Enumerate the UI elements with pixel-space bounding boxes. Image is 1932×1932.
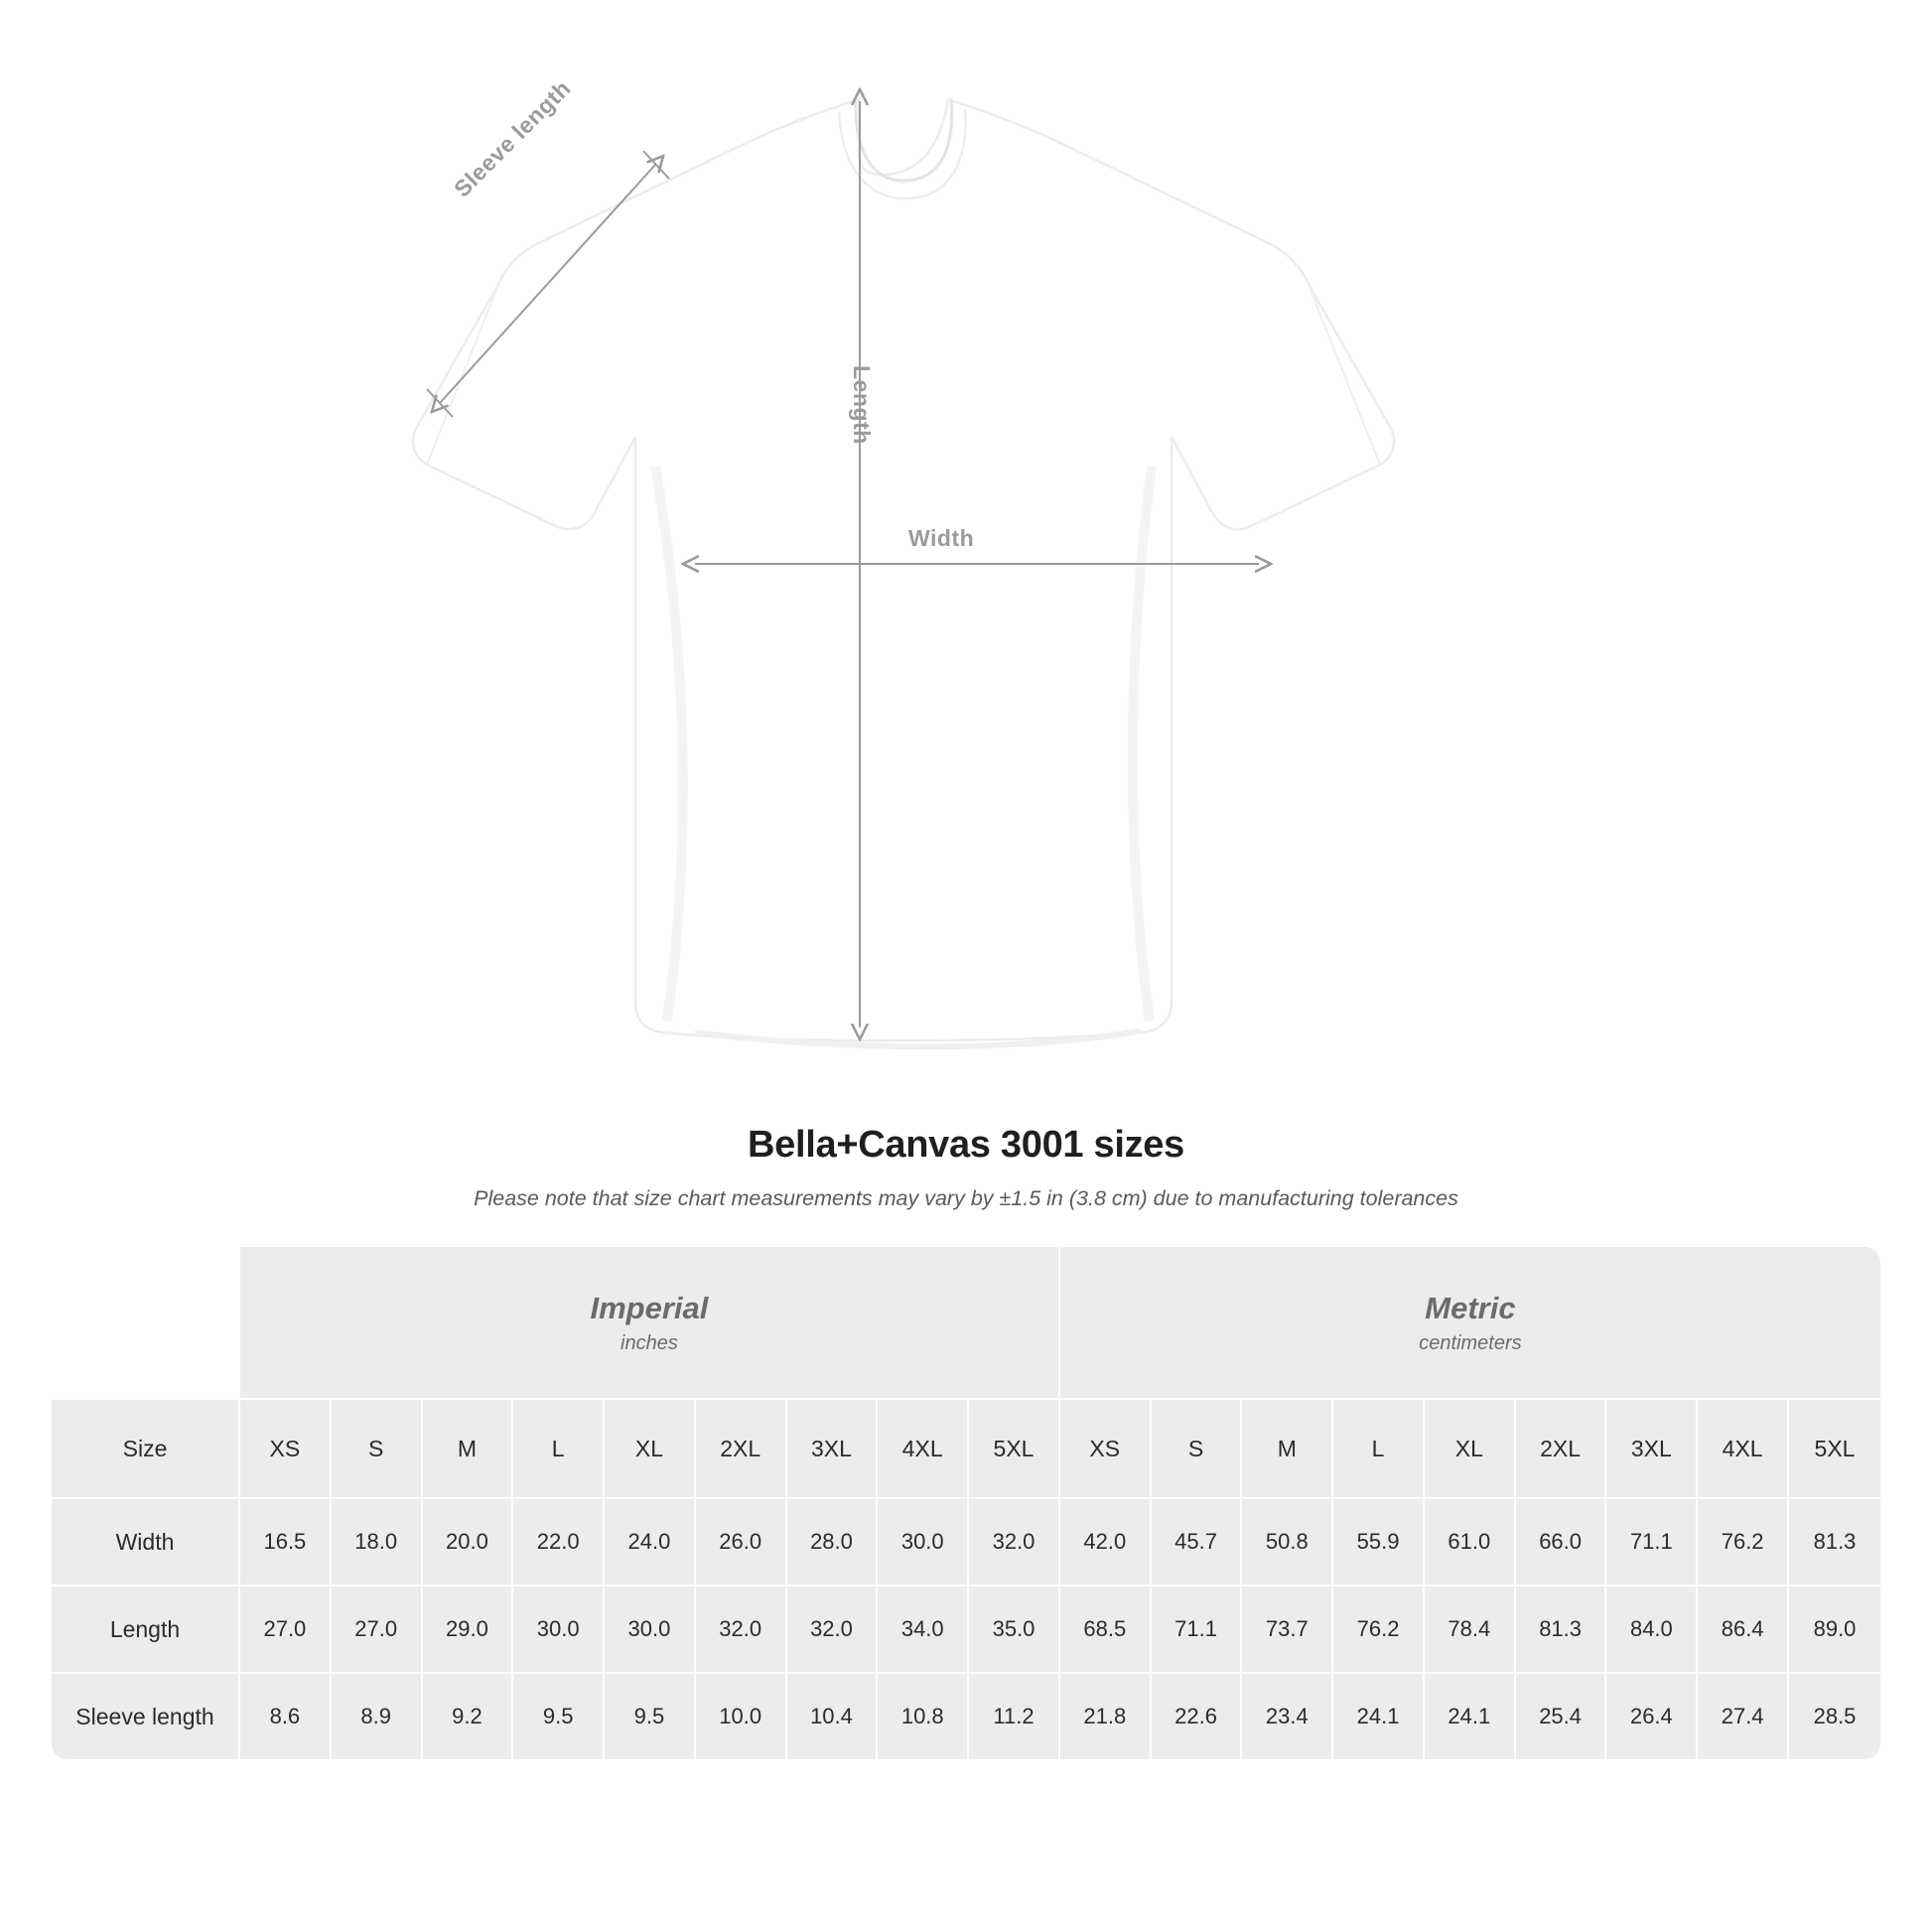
table-cell: 9.5 [605, 1674, 696, 1759]
table-cell: 32.0 [696, 1587, 787, 1674]
table-cell: 32.0 [787, 1587, 879, 1674]
table-cell: 20.0 [423, 1499, 514, 1587]
size-header-cell: XL [605, 1400, 696, 1499]
table-row [52, 1674, 1880, 1759]
table-cell: 28.0 [787, 1499, 879, 1587]
table-row [52, 1499, 1880, 1587]
table-cell: 76.2 [1333, 1587, 1425, 1674]
unit-system-imperial-sub: inches [621, 1331, 678, 1354]
table-cell: 34.0 [878, 1587, 969, 1674]
unit-system-metric [1060, 1247, 1880, 1400]
table-cell: 73.7 [1242, 1587, 1333, 1674]
table-cell: 8.6 [240, 1674, 332, 1759]
unit-system-imperial-name: Imperial [590, 1291, 709, 1326]
table-cell: 30.0 [513, 1587, 605, 1674]
size-header-cell: M [423, 1400, 514, 1499]
table-cell: 11.2 [969, 1674, 1060, 1759]
table-cell: 29.0 [423, 1587, 514, 1674]
table-cell: 76.2 [1698, 1499, 1789, 1587]
table-cell: 68.5 [1060, 1587, 1152, 1674]
size-header-cell: 3XL [787, 1400, 879, 1499]
table-cell: 30.0 [605, 1587, 696, 1674]
table-cell: 27.4 [1698, 1674, 1789, 1759]
size-header-cell: 2XL [1516, 1400, 1607, 1499]
size-header-cell: 4XL [878, 1400, 969, 1499]
table-cell: 22.6 [1152, 1674, 1243, 1759]
size-header-cell: L [513, 1400, 605, 1499]
table-cell: 10.0 [696, 1674, 787, 1759]
size-header-cell: M [1242, 1400, 1333, 1499]
table-cell: 9.2 [423, 1674, 514, 1759]
table-cell: 89.0 [1789, 1587, 1880, 1674]
table-cell: 55.9 [1333, 1499, 1425, 1587]
size-header-cell: 5XL [969, 1400, 1060, 1499]
row-label-length: Length [52, 1587, 240, 1674]
table-cell: 42.0 [1060, 1499, 1152, 1587]
table-cell: 45.7 [1152, 1499, 1243, 1587]
table-cell: 35.0 [969, 1587, 1060, 1674]
unit-system-row [52, 1247, 1880, 1400]
unit-system-metric-name: Metric [1425, 1291, 1516, 1326]
size-header-row [52, 1400, 1880, 1499]
table-cell: 10.4 [787, 1674, 879, 1759]
table-cell: 26.4 [1606, 1674, 1698, 1759]
table-cell: 21.8 [1060, 1674, 1152, 1759]
size-chart-table-wrapper [52, 1247, 1880, 1759]
size-header-cell: L [1333, 1400, 1425, 1499]
tshirt-shape [413, 99, 1394, 1046]
table-cell: 71.1 [1606, 1499, 1698, 1587]
size-header-cell: 5XL [1789, 1400, 1880, 1499]
table-cell: 71.1 [1152, 1587, 1243, 1674]
table-cell: 26.0 [696, 1499, 787, 1587]
table-cell: 22.0 [513, 1499, 605, 1587]
size-header-cell: S [1152, 1400, 1243, 1499]
unit-system-metric-sub: centimeters [1419, 1331, 1522, 1354]
table-cell: 28.5 [1789, 1674, 1880, 1759]
size-header-cell: XS [1060, 1400, 1152, 1499]
table-cell: 27.0 [240, 1587, 332, 1674]
tolerance-note: Please note that size chart measurements may vary by ±1.5 in (3.8 cm) due to manufacturing tolerances [474, 1186, 1458, 1210]
size-header-cell: 2XL [696, 1400, 787, 1499]
table-cell: 78.4 [1425, 1587, 1516, 1674]
size-header-cell: S [332, 1400, 423, 1499]
size-header-cell: XS [240, 1400, 332, 1499]
chart-heading [0, 1124, 1932, 1211]
table-cell: 10.8 [878, 1674, 969, 1759]
table-cell: 16.5 [240, 1499, 332, 1587]
table-cell: 86.4 [1698, 1587, 1789, 1674]
table-cell: 66.0 [1516, 1499, 1607, 1587]
table-cell: 23.4 [1242, 1674, 1333, 1759]
table-cell: 27.0 [332, 1587, 423, 1674]
table-cell: 24.1 [1425, 1674, 1516, 1759]
table-cell: 81.3 [1789, 1499, 1880, 1587]
row-label-sleeve-length: Sleeve length [52, 1674, 240, 1759]
table-cell: 30.0 [878, 1499, 969, 1587]
table-cell: 24.1 [1333, 1674, 1425, 1759]
size-chart-table [52, 1247, 1880, 1759]
table-cell: 50.8 [1242, 1499, 1333, 1587]
size-header-cell: 4XL [1698, 1400, 1789, 1499]
size-header-cell: 3XL [1606, 1400, 1698, 1499]
table-cell: 32.0 [969, 1499, 1060, 1587]
row-label-width: Width [52, 1499, 240, 1587]
table-cell: 61.0 [1425, 1499, 1516, 1587]
table-cell: 81.3 [1516, 1587, 1607, 1674]
table-cell: 84.0 [1606, 1587, 1698, 1674]
table-cell: 8.9 [332, 1674, 423, 1759]
sleeve-length-label: Sleeve length [449, 74, 576, 203]
size-header-label: Size [52, 1400, 240, 1499]
table-cell: 25.4 [1516, 1674, 1607, 1759]
unit-row-spacer [52, 1247, 240, 1400]
width-label: Width [908, 525, 975, 551]
table-cell: 9.5 [513, 1674, 605, 1759]
page-title: Bella+Canvas 3001 sizes [748, 1124, 1184, 1166]
unit-system-imperial [240, 1247, 1060, 1400]
table-row [52, 1587, 1880, 1674]
size-header-cell: XL [1425, 1400, 1516, 1499]
length-label: Length [849, 365, 875, 445]
table-cell: 18.0 [332, 1499, 423, 1587]
table-cell: 24.0 [605, 1499, 696, 1587]
